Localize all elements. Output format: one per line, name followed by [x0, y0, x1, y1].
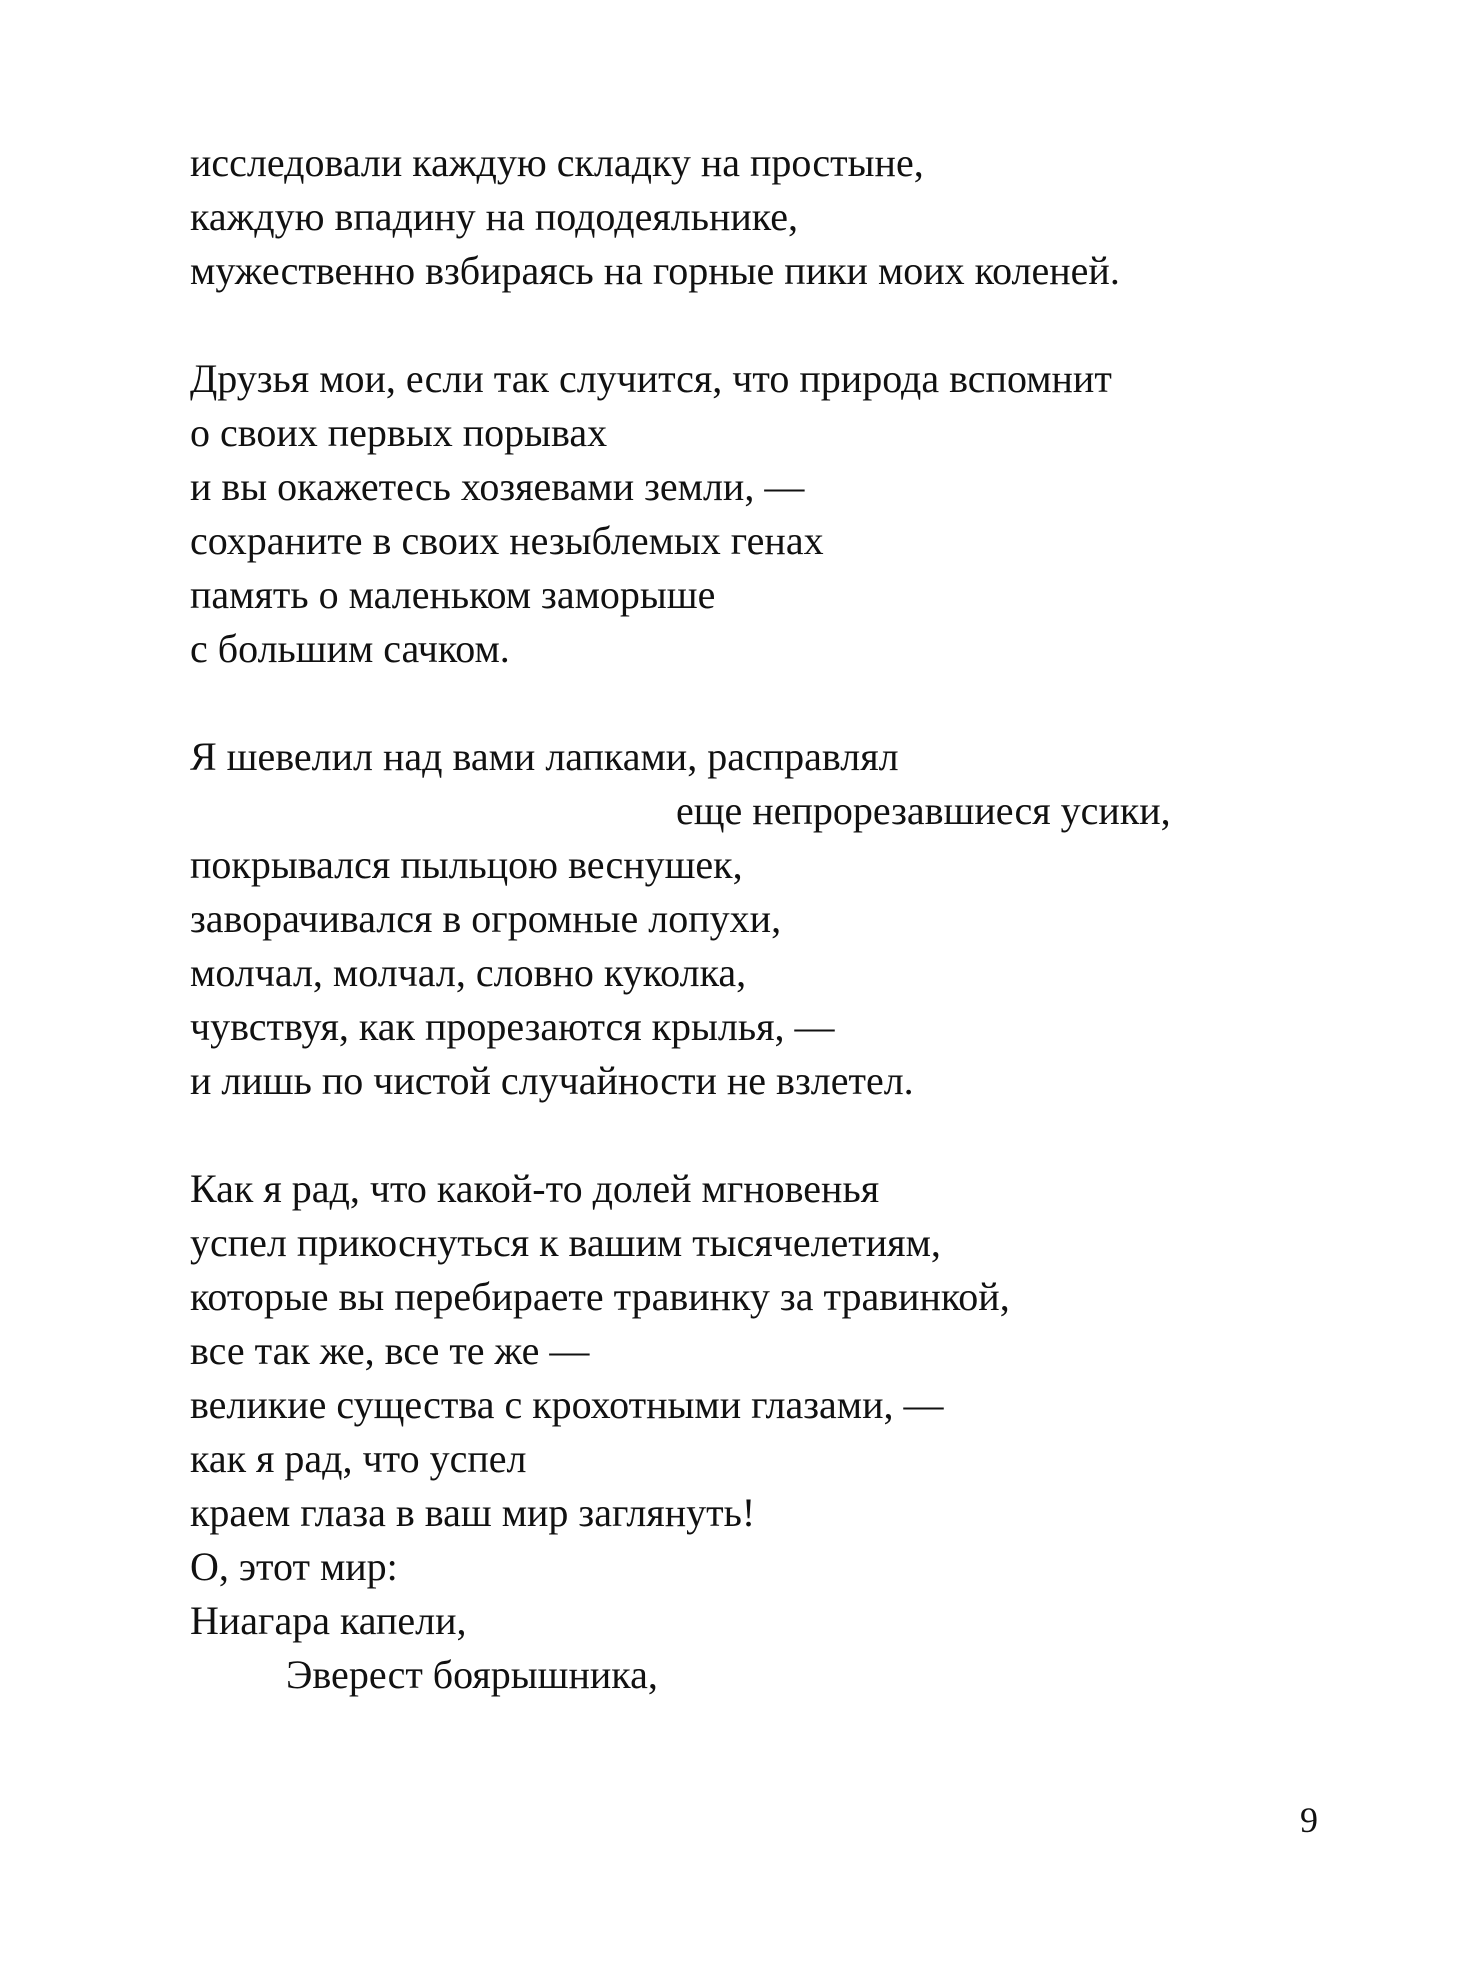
stanza-3 [190, 730, 1320, 1108]
poem-line: все так же, все те же — [190, 1328, 590, 1373]
stanza-2 [190, 352, 1320, 676]
poem-line: Ниагара капели, [190, 1598, 467, 1643]
poem-line: заворачивался в огромные лопухи, [190, 896, 782, 941]
poem-line: о своих первых порывах [190, 410, 608, 455]
poem-text [190, 136, 1320, 1702]
poem-line: каждую впадину на пододеяльнике, [190, 194, 798, 239]
poem-line: как я рад, что успел [190, 1436, 527, 1481]
poem-line: покрывался пыльцою веснушек, [190, 842, 743, 887]
poem-line: исследовали каждую складку на простыне, [190, 140, 924, 185]
poem-line: молчал, молчал, словно куколка, [190, 950, 747, 995]
stanza-1 [190, 136, 1320, 298]
poem-line: Я шевелил над вами лапками, расправлял [190, 734, 899, 779]
poem-line-continuation: еще непрорезавшиеся усики, [676, 788, 1171, 833]
poem-line: успел прикоснуться к вашим тысячелетиям, [190, 1220, 941, 1265]
stanza-4 [190, 1162, 1320, 1702]
poem-line: Друзья мои, если так случится, что природа вспомнит [190, 356, 1112, 401]
poem-line: О, этот мир: [190, 1544, 398, 1589]
poem-line: чувствуя, как прорезаются крылья, — [190, 1004, 835, 1049]
poem-line: сохраните в своих незыблемых генах [190, 518, 824, 563]
poem-line: краем глаза в ваш мир заглянуть! [190, 1490, 756, 1535]
page-number: 9 [1300, 1800, 1318, 1840]
poem-line: и вы окажетесь хозяевами земли, — [190, 464, 805, 509]
poem-line-indented: Эверест боярышника, [286, 1652, 658, 1697]
poem-line: которые вы перебираете травинку за травинкой, [190, 1274, 1010, 1319]
poem-line: мужественно взбираясь на горные пики моих коленей. [190, 248, 1120, 293]
poem-line: с большим сачком. [190, 626, 510, 671]
poem-line: Как я рад, что какой-то долей мгновенья [190, 1166, 880, 1211]
poem-line: великие существа с крохотными глазами, — [190, 1382, 944, 1427]
poem-line: память о маленьком заморыше [190, 572, 716, 617]
poem-line: и лишь по чистой случайности не взлетел. [190, 1058, 914, 1103]
